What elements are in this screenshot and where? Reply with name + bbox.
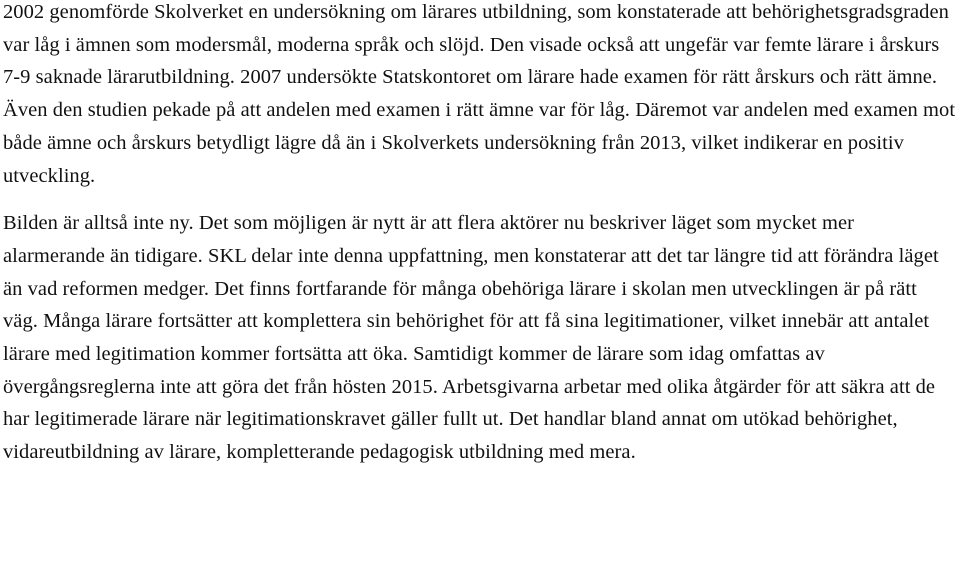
sentence: Det som möjligen är nytt är att flera aktörer nu beskriver läget som mycket mer alarmerande än tidigare. bbox=[3, 212, 855, 267]
paragraph-1 bbox=[3, 0, 957, 192]
sentence: Den visade också att ungefär var femte lärare i årskurs 7-9 saknade lärarutbildning. bbox=[3, 33, 940, 89]
sentence: SKL delar inte denna uppfattning, men konstaterar att det tar längre tid att förändra läget än vad reformen medger. bbox=[3, 244, 939, 300]
sentence: 2002 genomförde Skolverket en undersökning om lärares utbildning, som konstaterade att behörighetsgradsgraden var låg i ämnen som modersmål, moderna språk och slöjd. bbox=[3, 1, 949, 56]
sentence: Samtidigt kommer de lärare som idag omfattas av övergångsreglerna inte att göra det från hösten 2015. bbox=[3, 343, 825, 398]
sentence: Däremot var andelen med examen mot både ämne och årskurs betydligt lägre då än i Skolverkets undersökning från 2013, vilket indikerar en positiv utveckling. bbox=[3, 99, 956, 187]
sentence: Det handlar bland annat om utökad behörighet, vidareutbildning av lärare, kompletterande pedagogisk utbildning med mera. bbox=[3, 408, 898, 464]
document-body bbox=[3, 0, 957, 469]
sentence: Bilden är alltså inte ny. bbox=[3, 212, 194, 235]
sentence: Det finns fortfarande för många obehöriga lärare i skolan men utvecklingen är på rätt väg. bbox=[3, 277, 917, 333]
sentence: Arbetsgivarna arbetar med olika åtgärder för att säkra att de har legitimerade lärare när legitimationskravet gäller fullt ut. bbox=[3, 375, 936, 431]
paragraph-2 bbox=[3, 207, 957, 469]
sentence: Även den studien pekade på att andelen med examen i rätt ämne var för låg. bbox=[3, 99, 630, 122]
sentence: 2007 undersökte Statskontoret om lärare hade examen för rätt årskurs och rätt ämne. bbox=[240, 66, 938, 89]
sentence: Många lärare fortsätter att komplettera sin behörighet för att få sina legitimationer, vilket innebär att antalet lärare med legitimation kommer fortsätta att öka. bbox=[3, 310, 930, 366]
